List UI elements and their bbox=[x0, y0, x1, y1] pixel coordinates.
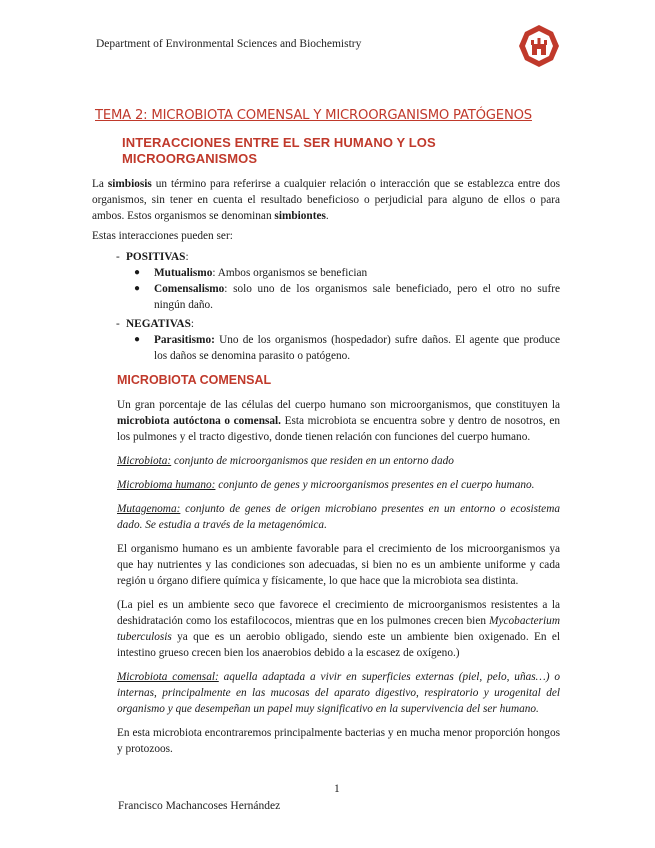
university-crest-icon bbox=[518, 24, 560, 68]
paragraph-estas-interacciones: Estas interacciones pueden ser: bbox=[92, 230, 233, 242]
definition-mutagenoma: Mutagenoma: conjunto de genes de origen microbiano presentes en un entorno o ecosistema dado. Se estudia a través de la metagenómica. bbox=[117, 503, 560, 531]
list-item-comensalismo: ● Comensalismo: solo uno de los organismos sale beneficiado, pero el otro no sufre ningún daño. bbox=[134, 283, 560, 311]
paragraph-piel-ambiente: (La piel es un ambiente seco que favorece el crecimiento de microorganismos resistentes a la deshidratación como los estafilococos, mientras que en los pulmones crecen bien Mycobacterium tuberculosis ya que es un aerobio obligado, siendo este un ambiente bien oxigenado. En el intestino grueso crecen bien los anaerobios debido a la escasez de oxígeno.) bbox=[117, 599, 560, 659]
bullet-icon: ● bbox=[134, 267, 141, 278]
page-number: 1 bbox=[334, 783, 340, 795]
list-item-positivas: - POSITIVAS: bbox=[116, 251, 189, 263]
footer-author: Francisco Machancoses Hernández bbox=[118, 800, 281, 812]
section-title-microbiota-comensal: MICROBIOTA COMENSAL bbox=[117, 373, 272, 387]
paragraph-organismo-humano: El organismo humano es un ambiente favorable para el crecimiento de los microorganismos ya que hay nutrientes y las condiciones son adecuadas, si bien no es un ambiente uniforme y cada región u órgano difiere química y físicamente, lo que hace que la microbiota sea distinta. bbox=[117, 543, 560, 587]
list-item-negativas: - NEGATIVAS: bbox=[116, 318, 195, 330]
paragraph-simbiosis: La simbiosis un término para referirse a cualquier relación o interacción que se establezca entre dos organismos, sin tener en cuenta el resultado beneficioso o perjudicial para alguno de ellos o para ambos. Estos organismos se denominan simbiontes. bbox=[92, 178, 560, 222]
list-item-parasitismo: ● Parasitismo: Uno de los organismos (hospedador) sufre daños. El agente que produce los daños se denomina parasito o patógeno. bbox=[134, 334, 560, 362]
definition-microbioma-humano: Microbioma humano: conjunto de genes y microorganismos presentes en el cuerpo humano. bbox=[117, 479, 535, 491]
bullet-icon: ● bbox=[134, 283, 141, 294]
main-title: TEMA 2: MICROBIOTA COMENSAL Y MICROORGANISMO PATÓGENOS bbox=[95, 108, 532, 123]
bullet-icon: ● bbox=[134, 334, 141, 345]
definition-microbiota-comensal: Microbiota comensal: aquella adaptada a vivir en superficies externas (piel, pelo, uñas…) o internas, principalmente en las mucosas del aparato digestivo, respiratorio y urogenital del organismo y que desempeñan un papel muy significativo en la supervivencia del ser humano. bbox=[117, 671, 561, 715]
header-department: Department of Environmental Sciences and Biochemistry bbox=[96, 38, 362, 50]
list-item-mutualismo: ● Mutualismo: Ambos organismos se benefician bbox=[134, 267, 368, 279]
paragraph-microbiota-autoctona: Un gran porcentaje de las células del cuerpo humano son microorganismos, que constituyen la microbiota autóctona o comensal. Esta microbiota se encuentra sobre y dentro de nosotros, en los pulmones y el tracto digestivo, donde tienen relación con funciones del cuerpo humano. bbox=[117, 399, 561, 443]
document-body bbox=[92, 108, 560, 765]
paragraph-bacterias-hongos: En esta microbiota encontraremos principalmente bacterias y en mucha menor proporción hongos y protozoos. bbox=[117, 727, 560, 755]
section-title-interacciones: INTERACCIONES ENTRE EL SER HUMANO Y LOS MICROORGANISMOS bbox=[122, 135, 436, 166]
definition-microbiota: Microbiota: conjunto de microorganismos que residen en un entorno dado bbox=[117, 455, 454, 467]
